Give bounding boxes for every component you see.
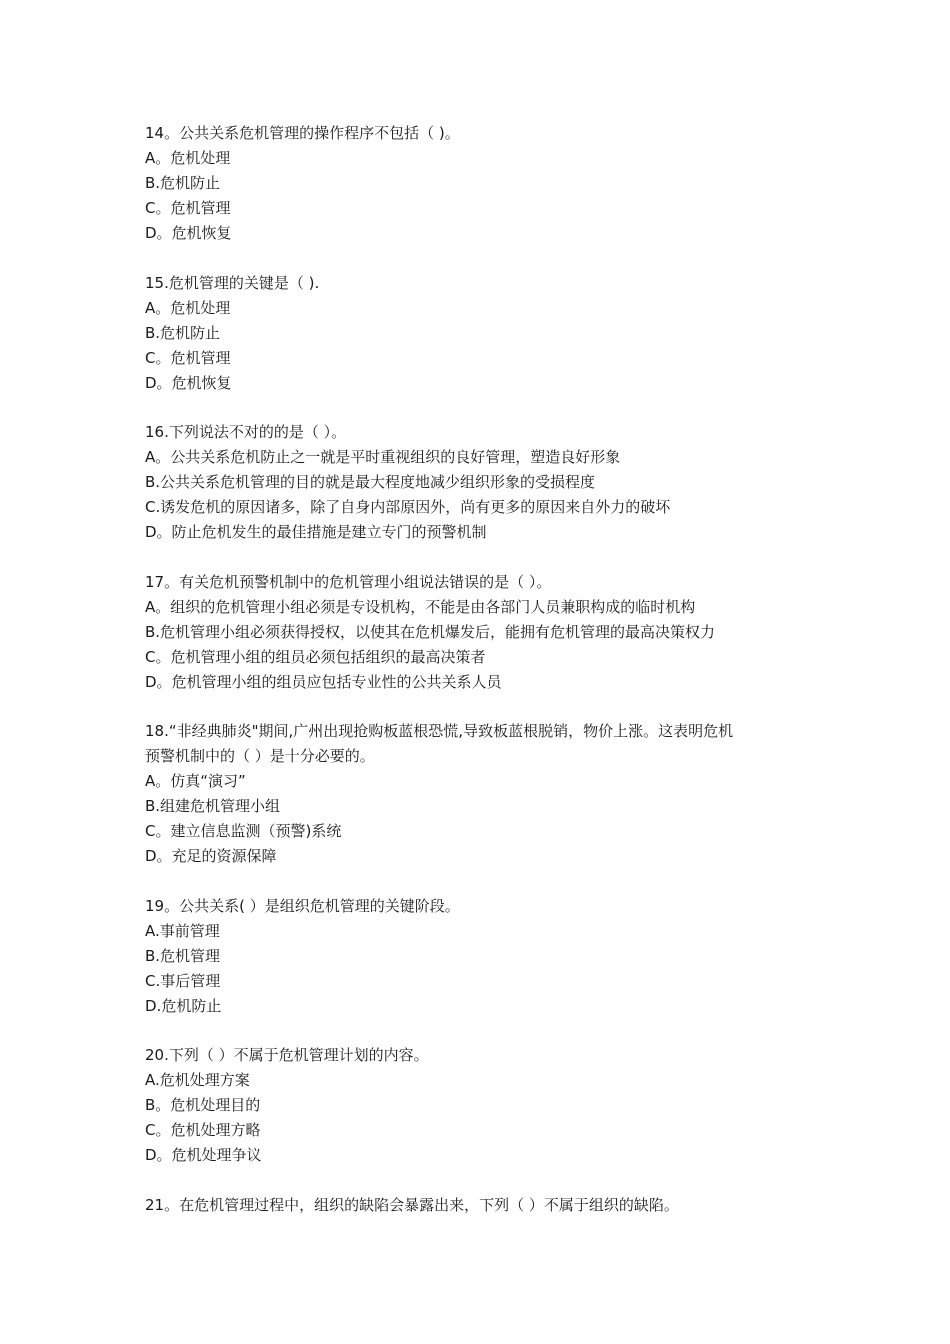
option-d: D.危机防止 <box>145 996 222 1015</box>
option-d: D。危机管理小组的组员应包括专业性的公共关系人员 <box>145 672 502 691</box>
option-b: B。危机处理目的 <box>145 1096 261 1114</box>
question-stem: 14。公共关系危机管理的操作程序不包括（ )。 <box>145 124 460 142</box>
option-b: B.危机管理 <box>145 946 221 965</box>
question-stem-continued: 预警机制中的（ ）是十分必要的。 <box>145 747 375 765</box>
option-d: D。危机恢复 <box>145 373 232 392</box>
option-b: B.组建危机管理小组 <box>145 797 281 815</box>
option-a: A.危机处理方案 <box>145 1071 250 1089</box>
question-stem: 19。公共关系( ）是组织危机管理的关键阶段。 <box>145 896 460 915</box>
question-stem: 20.下列（ ）不属于危机管理计划的内容。 <box>145 1046 429 1064</box>
option-a: A。危机处理 <box>145 149 231 167</box>
question-stem: 15.危机管理的关键是（ ). <box>145 273 320 292</box>
question-16 <box>145 420 815 545</box>
question-15 <box>145 271 815 396</box>
option-b: B.危机管理小组必须获得授权，以使其在危机爆发后，能拥有危机管理的最高决策权力 <box>145 622 716 641</box>
question-19 <box>145 894 815 1019</box>
question-stem: 18.“非经典肺炎"期间,广州出现抢购板蓝根恐慌,导致板蓝根脱销，物价上涨。这表明危机 <box>145 722 734 740</box>
question-stem: 21。在危机管理过程中，组织的缺陷会暴露出来，下列（ ）不属于组织的缺陷。 <box>145 1195 679 1214</box>
option-c: C。危机管理 <box>145 199 231 217</box>
document-page <box>145 121 815 1242</box>
option-d: D。危机处理争议 <box>145 1146 262 1164</box>
question-18 <box>145 719 815 869</box>
option-c: C.诱发危机的原因诸多，除了自身内部原因外，尚有更多的原因来自外力的破坏 <box>145 498 671 516</box>
option-a: A。危机处理 <box>145 298 231 317</box>
option-d: D。充足的资源保障 <box>145 847 277 865</box>
option-d: D。防止危机发生的最佳措施是建立专门的预警机制 <box>145 523 487 541</box>
option-a: A。仿真“演习” <box>145 772 246 790</box>
option-a: A.事前管理 <box>145 921 220 940</box>
option-b: B.公共关系危机管理的目的就是最大程度地减少组织形象的受损程度 <box>145 473 596 491</box>
option-c: C。危机处理方略 <box>145 1121 261 1139</box>
question-stem: 16.下列说法不对的的是（ ）。 <box>145 423 347 441</box>
option-a: A。组织的危机管理小组必须是专设机构，不能是由各部门人员兼职构成的临时机构 <box>145 597 696 616</box>
option-d: D。危机恢复 <box>145 224 232 242</box>
option-c: C.事后管理 <box>145 971 221 990</box>
question-21 <box>145 1193 815 1218</box>
option-c: C。危机管理小组的组员必须包括组织的最高决策者 <box>145 647 486 666</box>
option-b: B.危机防止 <box>145 174 221 192</box>
question-20 <box>145 1043 815 1168</box>
option-c: C。危机管理 <box>145 348 231 367</box>
option-a: A。公共关系危机防止之一就是平时重视组织的良好管理，塑造良好形象 <box>145 448 621 466</box>
question-17 <box>145 570 815 695</box>
option-c: C。建立信息监测（预警)系统 <box>145 822 342 840</box>
question-stem: 17。有关危机预警机制中的危机管理小组说法错误的是（ ）。 <box>145 572 552 591</box>
question-14 <box>145 121 815 246</box>
option-b: B.危机防止 <box>145 323 221 342</box>
